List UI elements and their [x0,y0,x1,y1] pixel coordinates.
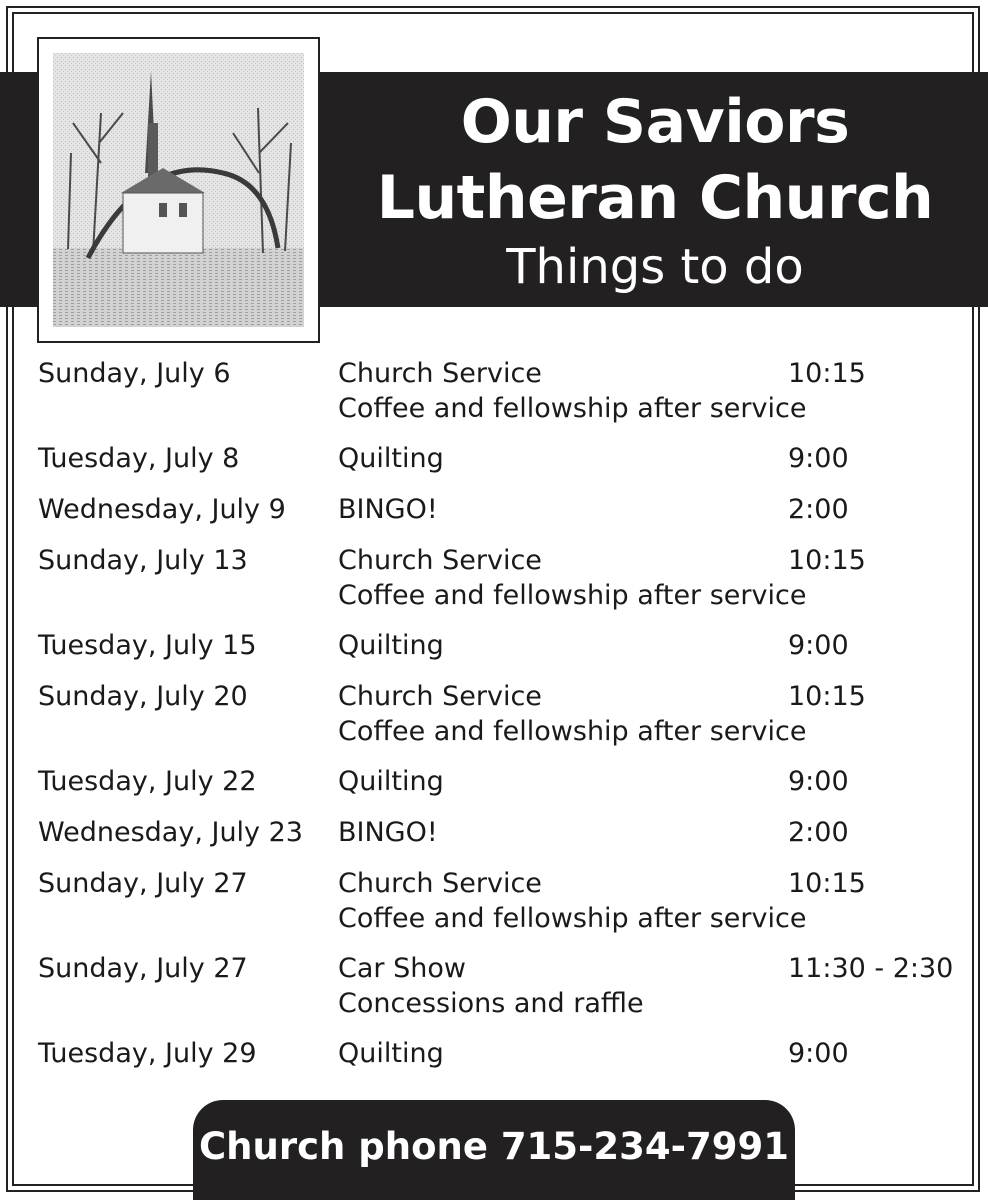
title-line-2: Lutheran Church [376,163,934,233]
event-time: 10:15 [788,867,866,899]
event-date: Tuesday, July 8 [38,442,240,474]
event-name: Church Service [338,867,542,899]
title-line-1: Our Saviors [460,87,850,157]
header-title-block [330,72,980,307]
event-name: Quilting [338,629,444,661]
event-date: Tuesday, July 29 [38,1037,257,1069]
church-photo [53,53,304,327]
event-name: Church Service [338,680,542,712]
event-note: Coffee and fellowship after service [338,579,807,611]
event-note: Coffee and fellowship after service [338,392,807,424]
event-item [38,950,968,1020]
event-name: Quilting [338,1037,444,1069]
event-date: Sunday, July 27 [38,867,248,899]
event-name: BINGO! [338,493,438,525]
event-time: 2:00 [788,816,849,848]
event-date: Sunday, July 27 [38,952,248,984]
event-note: Concessions and raffle [338,987,644,1019]
event-time: 10:15 [788,357,866,389]
event-date: Sunday, July 6 [38,357,231,389]
event-item [38,542,968,612]
event-name: Church Service [338,357,542,389]
church-photo-frame [37,37,320,343]
event-schedule [38,355,968,1086]
church-phone: Church phone 715-234-7991 [199,1125,789,1168]
event-time: 9:00 [788,1037,849,1069]
event-name: Quilting [338,442,444,474]
event-item [38,814,968,850]
event-item [38,355,968,425]
event-item [38,627,968,663]
event-date: Tuesday, July 15 [38,629,257,661]
event-item [38,763,968,799]
phone-banner [193,1100,795,1200]
event-item [38,440,968,476]
event-name: Church Service [338,544,542,576]
event-name: BINGO! [338,816,438,848]
event-note: Coffee and fellowship after service [338,902,807,934]
event-time: 10:15 [788,680,866,712]
event-date: Sunday, July 20 [38,680,248,712]
event-date: Wednesday, July 9 [38,493,286,525]
event-time: 11:30 - 2:30 [788,952,954,984]
event-time: 10:15 [788,544,866,576]
event-item [38,1035,968,1071]
event-name: Quilting [338,765,444,797]
event-time: 2:00 [788,493,849,525]
event-time: 9:00 [788,765,849,797]
event-name: Car Show [338,952,466,984]
event-note: Coffee and fellowship after service [338,715,807,747]
event-date: Sunday, July 13 [38,544,248,576]
event-time: 9:00 [788,629,849,661]
event-item [38,678,968,748]
event-time: 9:00 [788,442,849,474]
event-date: Wednesday, July 23 [38,816,303,848]
subtitle: Things to do [506,239,804,295]
event-item [38,491,968,527]
event-item [38,865,968,935]
event-date: Tuesday, July 22 [38,765,257,797]
